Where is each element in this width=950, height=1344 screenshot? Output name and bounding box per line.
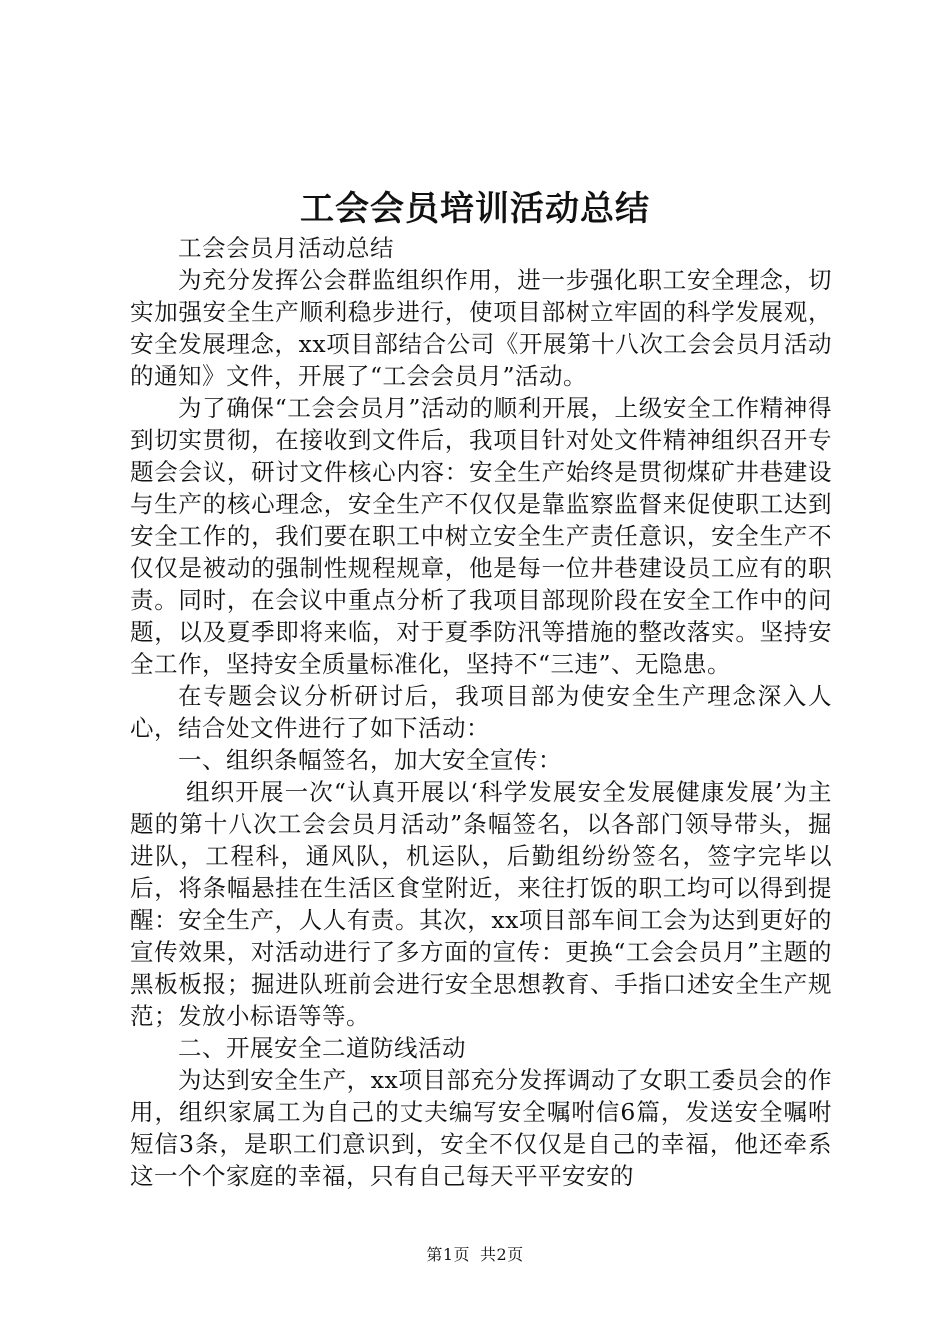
page-number-current: 第1页 [426, 1245, 470, 1264]
document-title: 工会会员培训活动总结 [300, 189, 650, 229]
page-footer [0, 1244, 950, 1266]
paragraph-intro: 为充分发挥公会群监组织作用，进一步强化职工安全理念，切实加强安全生产顺利稳步进行，使项目部树立牢固的科学发展观，安全发展理念，xx项目部结合公司《开展第十八次工会会员月活动的通知》文件，开展了“工会会员月”活动。 [130, 266, 832, 390]
paragraph-banner-signing: 组织开展一次“认真开展以‘科学发展安全发展健康发展’为主题的第十八次工会会员月活动”条幅签名，以各部门领导带头，掘进队，工程科，通风队，机运队，后勤组纷纷签名，签字完毕以后，将条幅悬挂在生活区食堂附近，来往打饭的职工均可以得到提醒：安全生产，人人有责。其次，xx项目部车间工会为达到更好的宣传效果，对活动进行了多方面的宣传：更换“工会会员月”主题的黑板板报；掘进队班前会进行安全思想教育、手指口述安全生产规范；发放小标语等等。 [130, 778, 832, 1030]
document-body [130, 232, 832, 1192]
paragraph-second-defense: 为达到安全生产，xx项目部充分发挥调动了女职工委员会的作用，组织家属工为自己的丈夫编写安全嘱咐信6篇，发送安全嘱咐短信3条，是职工们意识到，安全不仅仅是自己的幸福，他还牵系这一个个家庭的幸福，只有自己每天平平安安的 [130, 1066, 832, 1190]
section-heading: 工会会员月活动总结 [178, 234, 394, 262]
subheading-second-defense: 二、开展安全二道防线活动 [178, 1034, 466, 1062]
paragraph-meeting: 为了确保“工会会员月”活动的顺利开展，上级安全工作精神得到切实贯彻，在接收到文件后，我项目针对处文件精神组织召开专题会会议，研讨文件核心内容：安全生产始终是贯彻煤矿井巷建设与生产的核心理念，安全生产不仅仅是靠监察监督来促使职工达到安全工作的，我们要在职工中树立安全生产责任意识，安全生产不仅仅是被动的强制性规程规章，他是每一位井巷建设员工应有的职责。同时，在会议中重点分析了我项目部现阶段在安全工作中的问题，以及夏季即将来临，对于夏季防汛等措施的整改落实。坚持安全工作，坚持安全质量标准化，坚持不“三违”、无隐患。 [130, 394, 832, 678]
paragraph-activities-lead: 在专题会议分析研讨后，我项目部为使安全生产理念深入人心，结合处文件进行了如下活动： [130, 682, 832, 742]
subheading-banner-signing: 一、组织条幅签名，加大安全宣传： [178, 746, 562, 774]
page-number-total: 共2页 [480, 1245, 524, 1264]
